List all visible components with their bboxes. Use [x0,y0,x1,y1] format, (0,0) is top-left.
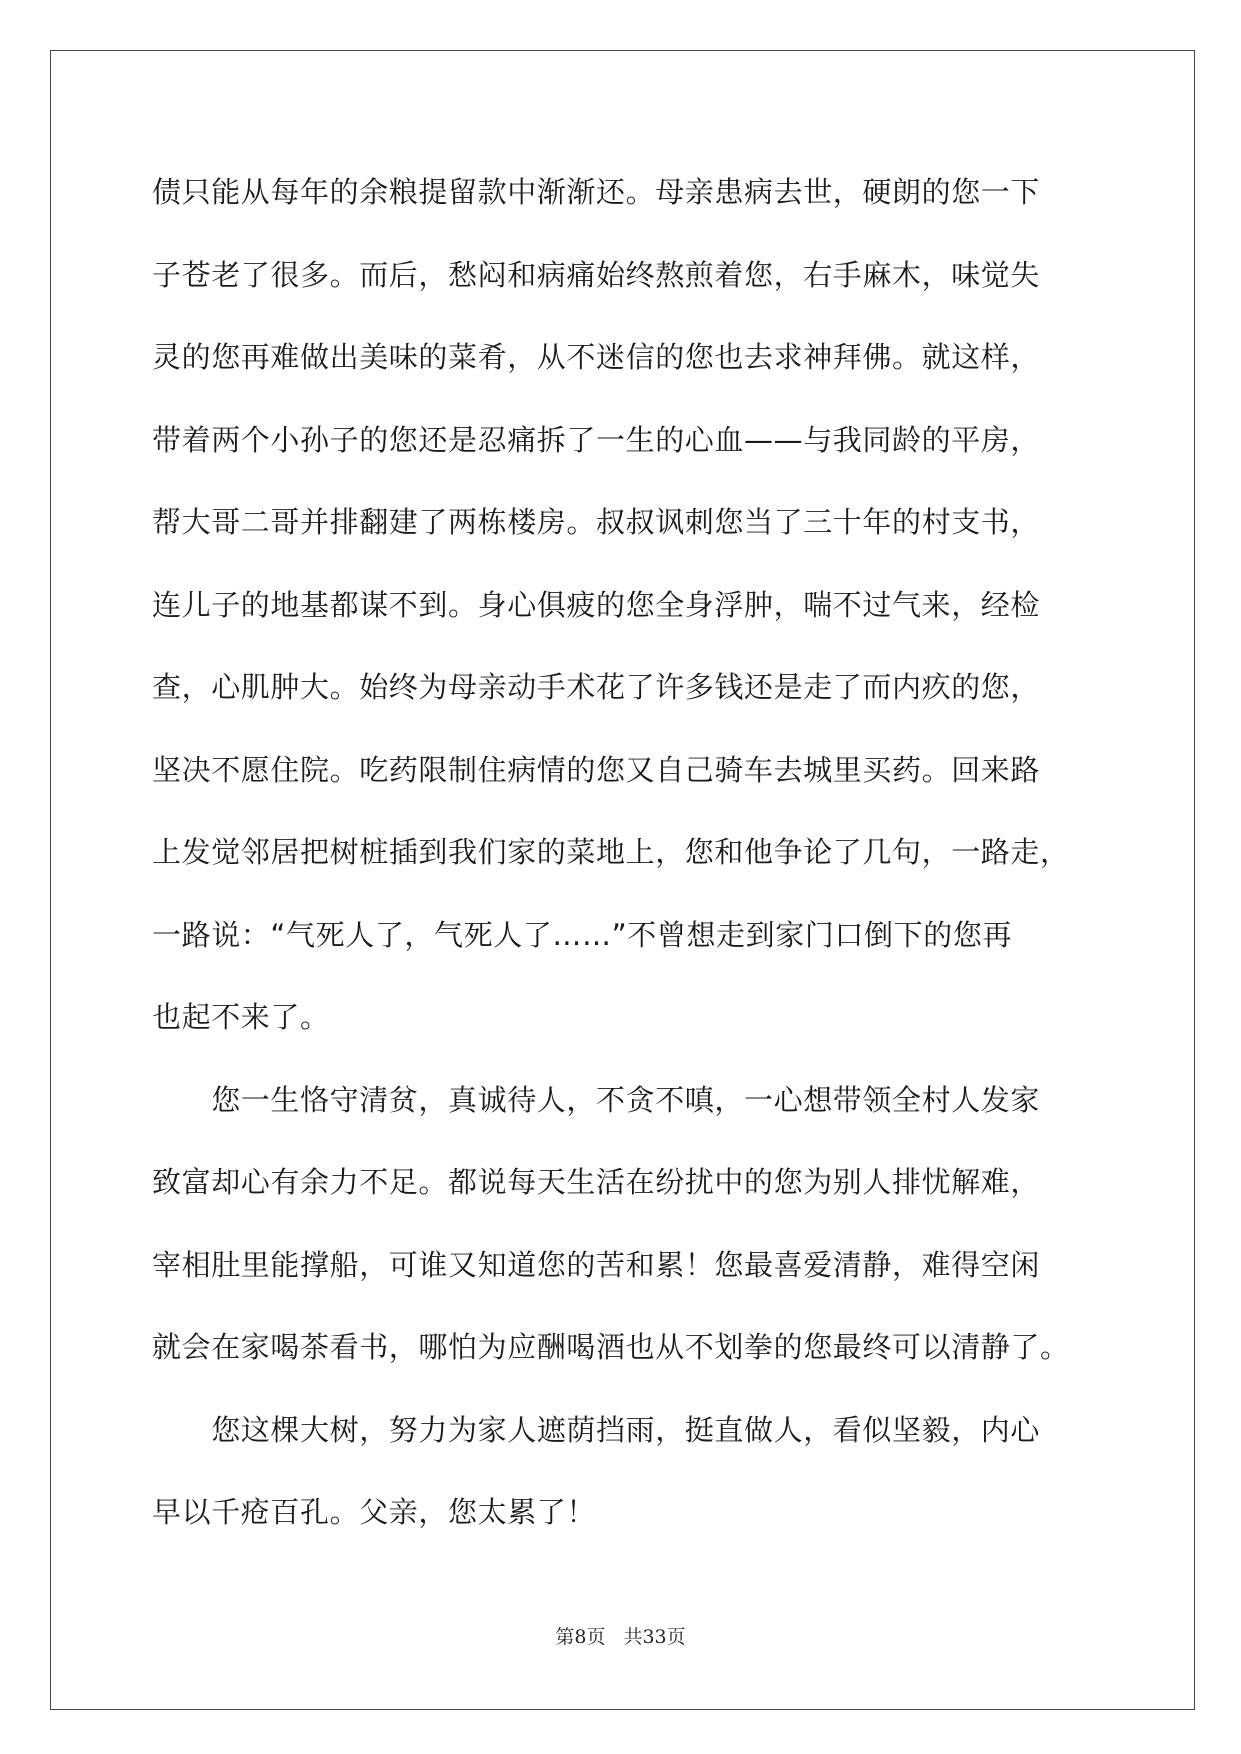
text-line: 您一生恪守清贫，真诚待人，不贪不嗔，一心想带领全村人发家 [152,1082,1041,1117]
text-line: 债只能从每年的余粮提留款中渐渐还。母亲患病去世，硬朗的您一下 [152,175,1041,209]
text-line: 也起不来了。 [152,1000,330,1034]
text-line: 上发觉邻居把树桩插到我们家的菜地上，您和他争论了几句，一路走， [152,835,1070,869]
text-line: 一路说：“气死人了，气死人了……”不曾想走到家门口倒下的您再 [152,917,1013,952]
page-footer [0,1622,1241,1649]
page-total: 共33页 [623,1626,686,1648]
text-line: 就会在家喝茶看书，哪怕为应酬喝酒也从不划拳的您最终可以清静了。 [152,1330,1070,1364]
text-line: 宰相肚里能撑船，可谁又知道您的苦和累！您最喜爱清静，难得空闲 [152,1247,1041,1282]
text-line: 帮大哥二哥并排翻建了两栋楼房。叔叔讽刺您当了三十年的村支书， [152,505,1041,539]
body-text [152,162,1112,1565]
text-line: 连儿子的地基都谋不到。身心俱疲的您全身浮肿，喘不过气来，经检 [152,587,1041,622]
text-line: 灵的您再难做出美味的菜肴，从不迷信的您也去求神拜佛。就这样， [152,340,1041,374]
text-line: 带着两个小孙子的您还是忍痛拆了一生的心血——与我同龄的平房， [152,422,1041,457]
text-line: 致富却心有余力不足。都说每天生活在纷扰中的您为别人排忧解难， [152,1165,1041,1199]
text-line: 查，心肌肿大。始终为母亲动手术花了许多钱还是走了而内疚的您， [152,670,1041,704]
text-line: 早以千疮百孔。父亲，您太累了！ [152,1495,597,1529]
page-number: 第8页 [555,1626,606,1648]
text-line: 您这棵大树，努力为家人遮荫挡雨，挺直做人，看似坚毅，内心 [152,1412,1041,1447]
text-line: 坚决不愿住院。吃药限制住病情的您又自己骑车去城里买药。回来路 [152,752,1041,787]
text-line: 子苍老了很多。而后，愁闷和病痛始终熬煎着您，右手麻木，味觉失 [152,257,1041,292]
